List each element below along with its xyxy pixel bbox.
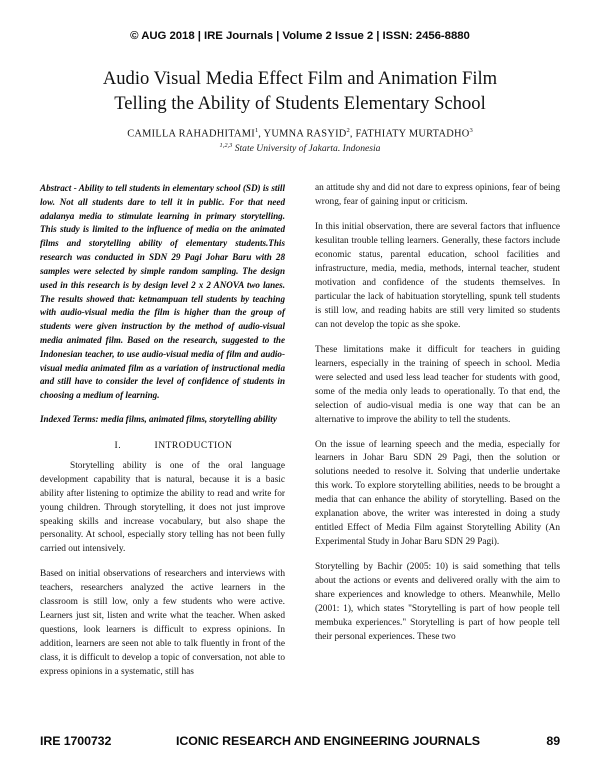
footer-journal-name: ICONIC RESEARCH AND ENGINEERING JOURNALS	[176, 734, 480, 748]
paragraph: On the issue of learning speech and the media, especially for learners in Johar Baru SDN 29 Pagi, then the solution or solutions needed to resolve it. Solving that underlie undertake this work. To explore storytelling abilities, needs to be brought a media that can enhance the ability of storytelling. Based on the explanation above, the writer was interested in doing a study entitled Effect of Media Film against Storytelling Ability (An Experimental Study in Johar Baru SDN 29 Pagi).	[315, 439, 560, 548]
section-number: I.	[114, 439, 122, 451]
footer-page-number: 89	[546, 734, 560, 748]
section-title: INTRODUCTION	[154, 439, 233, 451]
running-header: © AUG 2018 | IRE Journals | Volume 2 Issue 2 | ISSN: 2456-8880	[130, 30, 470, 42]
paragraph: an attitude shy and did not dare to express opinions, fear of being wrong, fear of gaining input or criticism.	[315, 183, 560, 207]
paragraph: Storytelling by Bachir (2005: 10) is said something that tells about the actions or events and delivered orally with the aim to share experiences and knowledge to others. Meanwhile, Mello (2001: 1), which states "Storytelling is part of how people tell membuka experiences." Storytelling is part of how people tell their personal experiences. These two	[315, 562, 560, 643]
paragraph: Based on initial observations of researchers and interviews with teachers, researchers analyzed the active learners in the classroom is still low, only a few students who were active. Learners just sit, listen and write what the teacher. When asked questions, look learners is difficult to express opinions. In addition, learners are seen not able to talk fluently in front of the class, it is difficult to develop a topic of conversation, not able to express opinions in a systematic, still has	[40, 569, 285, 678]
title-block	[52, 66, 548, 116]
paragraph: Storytelling ability is one of the oral language development capability that is natural, because it is a basic ability after listening to optimize the ability to read and write for young children. Through storytelling, it does not just improve speaking skills and increase vocabulary, but also shape the personality. At school, especially story telling has not been fully carried out intensively.	[40, 460, 285, 555]
author-separator-1: ,	[258, 128, 264, 140]
paper-title-line-2: Telling the Ability of Students Elementary School	[114, 93, 486, 115]
paper-title-line-1: Audio Visual Media Effect Film and Animation Film	[102, 68, 498, 89]
author-sup-1: 1	[254, 127, 259, 134]
author-sup-2: 2	[346, 127, 350, 134]
author-sup-3: 3	[469, 127, 473, 134]
abstract-paragraph: Abstract - Ability to tell students in elementary school (SD) is still low. Not all students dare to tell it in public. For that need adalanya media to stimulate learning in primary storytelling. This study is limited to the influence of media on the animated films and storytelling ability of elementary students.This research was conducted in SDN 29 Pagi Johar Baru with 28 samples were selected by simple random sampling. The design used in this research is by design level 2 x 2 ANOVA two lanes. The results showed that: ketmampuan tell students by teaching with audio-visual media the film is higher than the group of students were given instruction by the method of audio-visual media animated film. Based on the research, suggested to the Indonesian teacher, to use audio-visual media of film and audio-visual media animated film as a variation of instructional media and still have to consider the level of confidence of students in choosing a medium of learning.	[40, 183, 285, 401]
section-heading-introduction	[40, 440, 285, 451]
page-title	[52, 66, 548, 116]
author-name-3: FATHIATY MURTADHO	[355, 128, 470, 140]
author-separator-2: ,	[349, 128, 356, 140]
affiliation-sup: 1,2,3	[219, 142, 233, 150]
body-columns	[40, 182, 560, 687]
page-footer	[40, 734, 560, 748]
authors-block	[40, 127, 560, 155]
left-column	[40, 182, 285, 691]
author-name-2: YUMNA RASYID	[263, 128, 347, 140]
affiliation	[40, 142, 560, 154]
indexed-terms: Indexed Terms: media films, animated films, storytelling ability	[40, 414, 277, 424]
author-list	[40, 127, 560, 139]
affiliation-text: State University of Jakarta. Indonesia	[234, 143, 381, 155]
right-column	[315, 182, 560, 656]
paragraph: In this initial observation, there are several factors that influence kesulitan trouble telling learners. Generally, these factors include economic status, parental education, school facilities and infrastructure, media, media, methods, internal teacher, student motivation and confidence of the students themselves. In particular the lack of habituation storytelling, spunk tell students is still low, and reading habits are still very limited so students can not develop the topic as she spoke.	[315, 221, 560, 330]
paragraph: These limitations make it difficult for teachers in guiding learners, especially in the training of speech in school. Media were selected and used less lead teacher for students with good, some of the media only leads to operationally. To that end, the selection of audio-visual media is one way that can be an alternative to improve the ability to tell the students.	[315, 344, 560, 425]
footer-paper-id: IRE 1700732	[40, 734, 112, 748]
author-name-1: CAMILLA RAHADHITAMI	[127, 128, 255, 140]
